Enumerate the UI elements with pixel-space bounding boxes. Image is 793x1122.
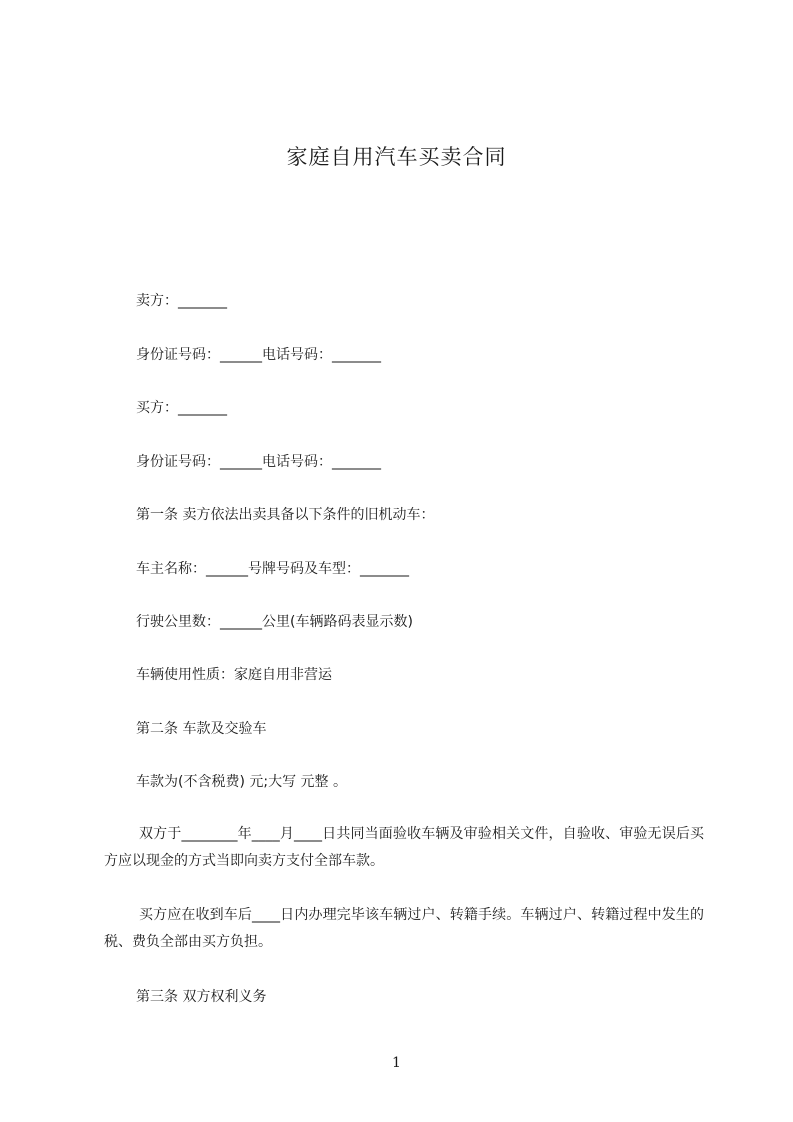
article-3-heading: 第三条 双方权利义务: [136, 989, 267, 1005]
usage-nature-line: 车辆使用性质：家庭自用非营运: [136, 667, 332, 683]
owner-plate-line: 车主名称：______号牌号码及车型：_______: [136, 561, 409, 577]
article-1-heading: 第一条 卖方依法出卖具备以下条件的旧机动车：: [136, 507, 435, 523]
page-number: 1: [392, 1055, 401, 1071]
price-line: 车款为(不含税费) 元;大写 元整 。: [136, 774, 347, 790]
document-title: 家庭自用汽车买卖合同: [286, 145, 507, 169]
inspection-paragraph: 双方于________年____月____日共同当面验收车辆及审验相关文件，自验收、审验无误后买方应以现金的方式当即向卖方支付全部车款。: [104, 826, 704, 869]
buyer-id-phone-line: 身份证号码：______电话号码：_______: [136, 454, 381, 470]
transfer-paragraph: 买方应在收到车后____日内办理完毕该车辆过户、转籍手续。车辆过户、转籍过程中发生的税、费负全部由买方负担。: [104, 907, 704, 950]
mileage-line: 行驶公里数：______公里(车辆路码表显示数): [136, 614, 413, 630]
seller-line: 卖方：_______: [136, 293, 227, 309]
seller-id-phone-line: 身份证号码：______电话号码：_______: [136, 347, 381, 363]
buyer-line: 买方：_______: [136, 400, 227, 416]
article-2-heading: 第二条 车款及交验车: [136, 721, 267, 737]
